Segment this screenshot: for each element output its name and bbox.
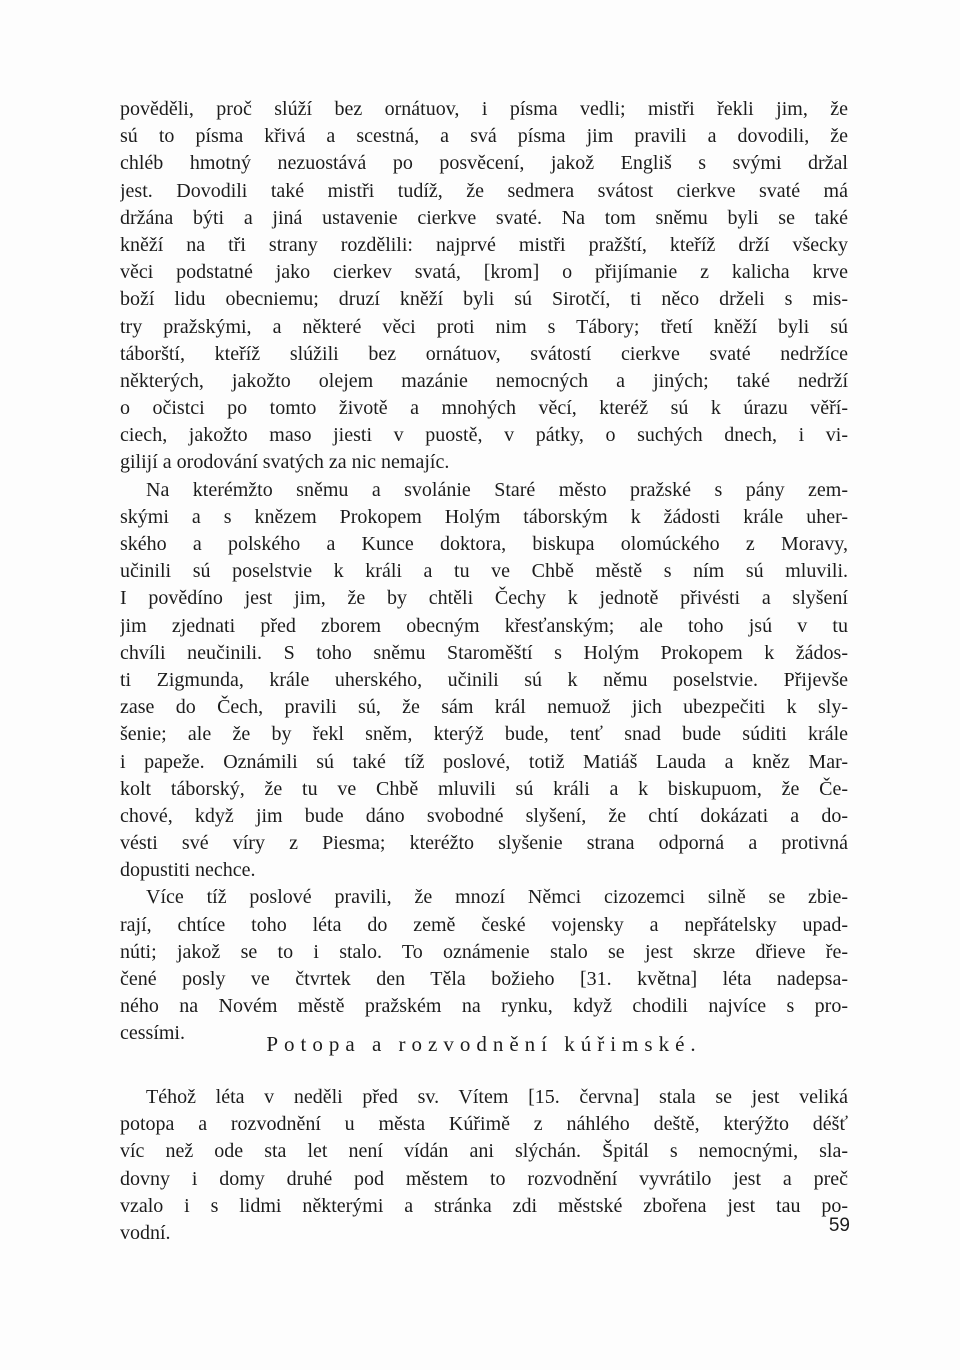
text-line: učinili sú poselstvie k králi a tu ve Chbě městě s ním sú mluvili. xyxy=(120,560,848,583)
paragraph-2 xyxy=(120,477,848,885)
body-text xyxy=(120,96,848,1048)
text-line: I povědíno jest jim, že by chtěli Čechy k jednotě přivésti a slyšení xyxy=(120,587,848,610)
text-line: ti Zigmunda, krále uherského, učinili sú k němu poselstvie. Přijevše xyxy=(120,668,848,691)
text-line: vodní. xyxy=(120,1221,171,1244)
text-line: kolt táborský, že tu ve Chbě mluvili sú králi a k biskupuom, že Če- xyxy=(120,777,848,800)
paragraph-3 xyxy=(120,884,848,1047)
section-heading: Potopa a rozvodnění kúřimské. xyxy=(266,1032,702,1056)
text-line: gilijí a orodování svatých za nic nemajíc. xyxy=(120,451,450,474)
text-line: některých, jakožto olejem mazánie nemocných a jiných; také nedrží xyxy=(120,369,848,392)
text-line: Na kterémžto sněmu a svolánie Staré město pražské s pány zem- xyxy=(146,478,848,501)
text-line: věci podstatné jako cierkev svatá, [krom] o přijímanie z kalicha krve xyxy=(120,261,848,284)
text-line: ného na Novém městě pražském na rynku, když chodili najvíce s pro- xyxy=(120,995,848,1018)
text-line: chléb hmotný nezuostává po posvěcení, jakož Engliš s svými držal xyxy=(120,152,848,175)
text-line: potopa a rozvodnění u města Kúřimě z náhlého deště, kterýžto déšť xyxy=(120,1113,848,1136)
text-line: držána býti a jiná ustavenie cierkve svaté. Na tom sněmu byli se také xyxy=(120,206,848,229)
text-line: vzalo i s lidmi některými a stránka zdi městské zbořena jest tau po- xyxy=(120,1194,848,1217)
text-line: zase do Čech, pravili sú, že sám král nemuož jich ubezpečiti k sly- xyxy=(120,696,848,719)
text-line: boží lidu obecniemu; druzí kněží byli sú Sirotčí, ti něco drželi s mis- xyxy=(120,288,848,311)
text-line: chvíli neučinili. S toho sněmu Staroměští s Holým Prokopem k žádos- xyxy=(120,641,848,664)
text-line: pověděli, proč slúží bez ornátuov, i písma vedli; mistři řekli jim, že xyxy=(120,98,848,120)
page-number: 59 xyxy=(828,1215,850,1236)
text-line: jest. Dovodili také mistři tudíž, že sedmera svátost cierkve svaté má xyxy=(120,179,848,202)
text-line: o očistci po tomto životě a mnohých věcí, kteréž sú k úrazu věří- xyxy=(120,397,848,420)
text-line: kněží na tři strany rozdělili: najprvé mistři pražští, kteříž drží všecky xyxy=(120,233,848,256)
text-line: rají, chtíce toho léta do země české vojensky a nepřátelsky upad- xyxy=(120,913,848,936)
text-line: jim zjednati před zborem obecným křesťanským; ale toho jsú v tu xyxy=(120,614,848,637)
text-line: i papeže. Oznámili sú také tíž poslové, totiž Matiáš Lauda a kněz Mar- xyxy=(120,750,848,773)
text-line: sú to písma křivá a scestná, a svá písma jim pravili a dovodili, že xyxy=(120,125,848,148)
text-line: chové, když jim bude dáno svobodné slyšení, že chtí dokázati a do- xyxy=(120,804,848,827)
text-line: ského a polského a Kunce doktora, biskupa olomúckého z Moravy, xyxy=(120,533,848,555)
text-line: Téhož léta v neděli před sv. Vítem [15. června] stala se jest veliká xyxy=(146,1086,848,1108)
text-line: vésti své víry z Piesma; kteréžto slyšenie strana odporná a protivná xyxy=(120,832,848,855)
text-line: dovny i domy druhé pod městem to rozvodnění vyvrátilo jest a preč xyxy=(120,1167,848,1190)
text-line: šenie; ale že by řekl sněm, kterýž bude, tenť snad bude súditi krále xyxy=(120,723,848,746)
paragraph-1 xyxy=(120,96,848,477)
paragraph-4 xyxy=(120,1084,848,1247)
text-line: dopustiti nechce. xyxy=(120,859,256,882)
text-line: ciech, jakožto maso jiesti v puostě, v pátky, o suchých dnech, i vi- xyxy=(120,424,848,447)
text-line: čené posly ve čtvrtek den Těla božieho [31. května] léta nadepsa- xyxy=(120,968,848,990)
text-line: núti; jakož se to i stalo. To oznámenie stalo se jest skrze dřieve ře- xyxy=(120,940,848,963)
text-line: táborští, kteříž slúžili bez ornátuov, svátostí cierkve svaté nedržíce xyxy=(120,342,848,365)
text-line: Více tíž poslové pravili, že mnozí Němci cizozemci silně se zbie- xyxy=(146,886,848,909)
text-line: cessími. xyxy=(120,1022,185,1045)
text-line: try pražskými, a některé věci proti nim s Tábory; třetí kněží byli sú xyxy=(120,315,848,338)
text-line: víc než ode sta let není vídán ani slýchán. Špitál s nemocnými, sla- xyxy=(120,1140,848,1163)
section-text xyxy=(120,1084,848,1247)
text-line: skými a s knězem Prokopem Holým táborským k žádosti krále uher- xyxy=(120,505,848,528)
